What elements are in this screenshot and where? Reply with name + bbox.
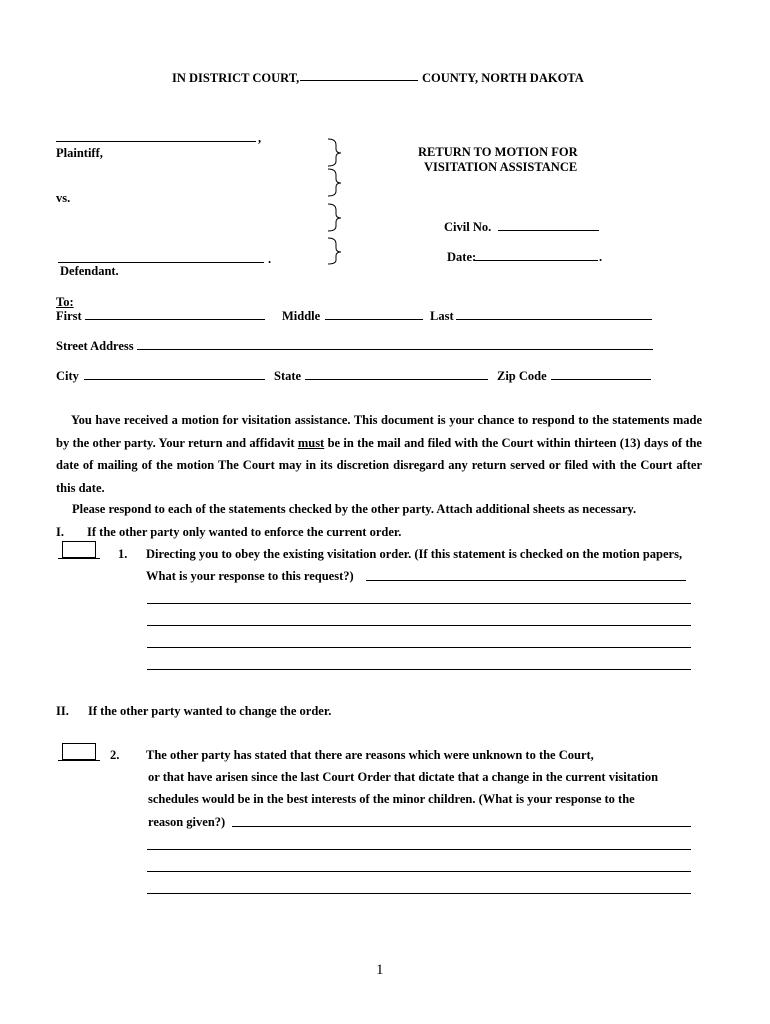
- intro-text-b: be in the mail and filed with the Court within thirteen (13) days of the date of mailing of the motion The Court may in its discretion disregard any return served or filed with the Court after this date.: [56, 435, 702, 495]
- date-field[interactable]: [474, 260, 598, 261]
- state-label: State: [274, 369, 302, 383]
- item-1-check-underline: [58, 558, 100, 559]
- item-2-number: 2.: [110, 748, 120, 762]
- respond-instruction: Please respond to each of the statements checked by the other party. Attach additional sheets as necessary.: [72, 502, 637, 516]
- item-1-number: 1.: [118, 547, 128, 561]
- date-label: Date:: [447, 250, 477, 264]
- last-name-field[interactable]: [456, 319, 652, 320]
- section-2-numeral: II.: [56, 704, 69, 718]
- plaintiff-name-field[interactable]: [56, 141, 256, 142]
- first-label: First: [56, 309, 82, 323]
- intro-text-a: You have received a motion for visitation assistance. This document is your chance to respond to the statements made by the other party. Your return and affidavit: [56, 413, 702, 450]
- court-header: [172, 72, 299, 85]
- document-title-line2: VISITATION ASSISTANCE: [424, 160, 578, 174]
- street-address-label: Street Address: [56, 339, 134, 353]
- item-1-question: What is your response to this request?): [146, 569, 354, 583]
- section-1-heading: If the other party only wanted to enforce the current order.: [87, 525, 402, 539]
- item-1-response-line-4[interactable]: [147, 647, 691, 648]
- city-field[interactable]: [84, 379, 265, 380]
- date-period: .: [599, 250, 603, 264]
- page-number: 1: [376, 962, 384, 978]
- defendant-period: .: [268, 252, 272, 266]
- intro-paragraph: [56, 409, 702, 499]
- civil-no-label: Civil No.: [444, 220, 492, 234]
- defendant-name-field[interactable]: [58, 262, 264, 263]
- plaintiff-comma: ,: [258, 131, 262, 145]
- zip-code-field[interactable]: [551, 379, 651, 380]
- item-2-line-1: The other party has stated that there are reasons which were unknown to the Court,: [146, 748, 594, 762]
- first-name-field[interactable]: [85, 319, 265, 320]
- section-2-heading: If the other party wanted to change the order.: [88, 704, 332, 718]
- item-2-response-line-2[interactable]: [147, 849, 691, 850]
- item-1-response-line-2[interactable]: [147, 603, 691, 604]
- vs-label: vs.: [56, 191, 71, 205]
- to-label: To:: [56, 295, 74, 309]
- intro-must: must: [297, 435, 325, 450]
- court-header-suffix: COUNTY, NORTH DAKOTA: [422, 71, 584, 85]
- item-1-response-line-5[interactable]: [147, 669, 691, 670]
- section-1-numeral: I.: [56, 525, 64, 539]
- item-2-checkbox[interactable]: [62, 743, 96, 760]
- item-2-response-line-3[interactable]: [147, 871, 691, 872]
- defendant-label: Defendant.: [60, 264, 119, 278]
- zip-code-label: Zip Code: [497, 369, 547, 383]
- item-2-line-3: schedules would be in the best interests of the minor children. (What is your response to the: [148, 792, 635, 806]
- middle-name-field[interactable]: [325, 319, 423, 320]
- item-2-line-2: or that have arisen since the last Court Order that dictate that a change in the current visitation: [148, 770, 659, 784]
- item-1-checkbox[interactable]: [62, 541, 96, 558]
- document-title-line1: RETURN TO MOTION FOR: [418, 145, 578, 159]
- street-address-field[interactable]: [137, 349, 653, 350]
- state-field[interactable]: [305, 379, 488, 380]
- item-1-response-line-3[interactable]: [147, 625, 691, 626]
- civil-no-field[interactable]: [498, 230, 599, 231]
- item-1-response-line-1[interactable]: [366, 580, 686, 581]
- middle-label: Middle: [282, 309, 321, 323]
- item-2-line-4: reason given?): [148, 815, 226, 829]
- county-field[interactable]: [300, 80, 418, 81]
- caption-bracket-icon: [322, 136, 352, 266]
- item-1-text: Directing you to obey the existing visitation order. (If this statement is checked on the motion papers,: [146, 547, 683, 561]
- court-header-prefix: IN DISTRICT COURT,: [172, 71, 300, 85]
- item-2-response-line-4[interactable]: [147, 893, 691, 894]
- city-label: City: [56, 369, 79, 383]
- item-2-response-line-1[interactable]: [232, 826, 691, 827]
- item-2-check-underline: [58, 760, 100, 761]
- plaintiff-label: Plaintiff,: [56, 146, 103, 160]
- last-label: Last: [430, 309, 454, 323]
